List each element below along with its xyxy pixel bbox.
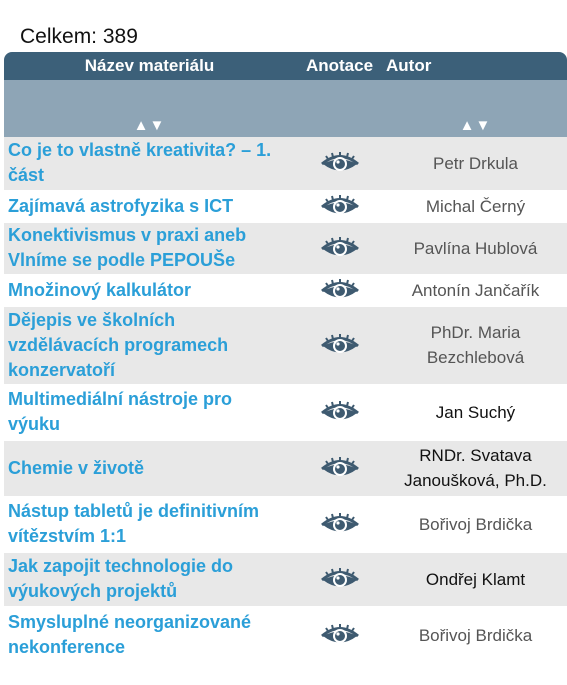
material-title-link[interactable]: Nástup tabletů je definitivním vítězstvím 1:1 bbox=[8, 501, 260, 546]
table-sort-row bbox=[4, 80, 567, 137]
material-title-link[interactable]: Smysluplné neorganizované nekonference bbox=[8, 612, 252, 657]
table-row bbox=[4, 221, 567, 275]
table-row bbox=[4, 305, 567, 385]
annotation-cell bbox=[295, 191, 384, 221]
column-header-name[interactable]: Název materiálu bbox=[4, 52, 295, 80]
material-title-link[interactable]: Chemie v životě bbox=[8, 457, 145, 478]
material-title-link[interactable]: Konektivismus v praxi aneb Vlníme se podle PEPOUŠe bbox=[8, 225, 247, 270]
author-cell: Jan Suchý bbox=[384, 385, 567, 439]
annotation-cell bbox=[295, 305, 384, 385]
sort-cell-name bbox=[4, 80, 295, 137]
eye-icon[interactable] bbox=[320, 194, 360, 218]
table-row bbox=[4, 385, 567, 439]
title-cell bbox=[4, 221, 295, 275]
annotation-cell bbox=[295, 551, 384, 607]
title-cell bbox=[4, 191, 295, 221]
annotation-cell bbox=[295, 385, 384, 439]
material-title-link[interactable]: Množinový kalkulátor bbox=[8, 279, 192, 300]
table-row bbox=[4, 607, 567, 663]
column-header-annotation: Anotace bbox=[295, 52, 384, 80]
material-title-link[interactable]: Zajímavá astrofyzika s ICT bbox=[8, 195, 234, 216]
table-row bbox=[4, 191, 567, 221]
table-header-row bbox=[4, 52, 567, 80]
eye-icon[interactable] bbox=[320, 278, 360, 302]
author-cell: Michal Černý bbox=[384, 191, 567, 221]
eye-icon[interactable] bbox=[320, 236, 360, 260]
annotation-cell bbox=[295, 137, 384, 191]
column-header-author[interactable]: Autor bbox=[384, 52, 567, 80]
material-title-link[interactable]: Co je to vlastně kreativita? – 1. část bbox=[8, 140, 272, 186]
title-cell bbox=[4, 497, 295, 551]
table-row bbox=[4, 137, 567, 191]
eye-icon[interactable] bbox=[320, 567, 360, 591]
total-count: Celkem: 389 bbox=[20, 25, 138, 48]
sort-cell-annotation bbox=[295, 80, 384, 137]
title-cell bbox=[4, 305, 295, 385]
author-cell: RNDr. Svatava Janoušková, Ph.D. bbox=[384, 439, 567, 497]
material-title-link[interactable]: Multimediální nástroje pro výuku bbox=[8, 389, 233, 434]
author-cell: Petr Drkula bbox=[384, 137, 567, 191]
title-cell bbox=[4, 275, 295, 305]
sort-name-icon[interactable]: ▲▼ bbox=[133, 117, 166, 134]
annotation-cell bbox=[295, 275, 384, 305]
author-cell: PhDr. Maria Bezchlebová bbox=[384, 305, 567, 385]
eye-icon[interactable] bbox=[320, 456, 360, 480]
sort-author-icon[interactable]: ▲▼ bbox=[459, 117, 492, 134]
title-cell bbox=[4, 137, 295, 191]
eye-icon[interactable] bbox=[320, 400, 360, 424]
title-cell bbox=[4, 607, 295, 663]
table-row bbox=[4, 551, 567, 607]
author-cell: Ondřej Klamt bbox=[384, 551, 567, 607]
table-row bbox=[4, 275, 567, 305]
author-cell: Pavlína Hublová bbox=[384, 221, 567, 275]
title-cell bbox=[4, 439, 295, 497]
annotation-cell bbox=[295, 497, 384, 551]
author-cell: Antonín Jančařík bbox=[384, 275, 567, 305]
author-cell: Bořivoj Brdička bbox=[384, 497, 567, 551]
eye-icon[interactable] bbox=[320, 623, 360, 647]
author-cell: Bořivoj Brdička bbox=[384, 607, 567, 663]
annotation-cell bbox=[295, 607, 384, 663]
annotation-cell bbox=[295, 439, 384, 497]
sort-cell-author bbox=[384, 80, 567, 137]
table-row bbox=[4, 439, 567, 497]
annotation-cell bbox=[295, 221, 384, 275]
table-row bbox=[4, 497, 567, 551]
material-title-link[interactable]: Dějepis ve školních vzdělávacích programech konzervatoří bbox=[8, 309, 229, 380]
title-cell bbox=[4, 551, 295, 607]
eye-icon[interactable] bbox=[320, 151, 360, 175]
material-title-link[interactable]: Jak zapojit technologie do výukových projektů bbox=[8, 556, 234, 601]
eye-icon[interactable] bbox=[320, 512, 360, 536]
title-cell bbox=[4, 385, 295, 439]
materials-table bbox=[4, 52, 567, 665]
eye-icon[interactable] bbox=[320, 333, 360, 357]
